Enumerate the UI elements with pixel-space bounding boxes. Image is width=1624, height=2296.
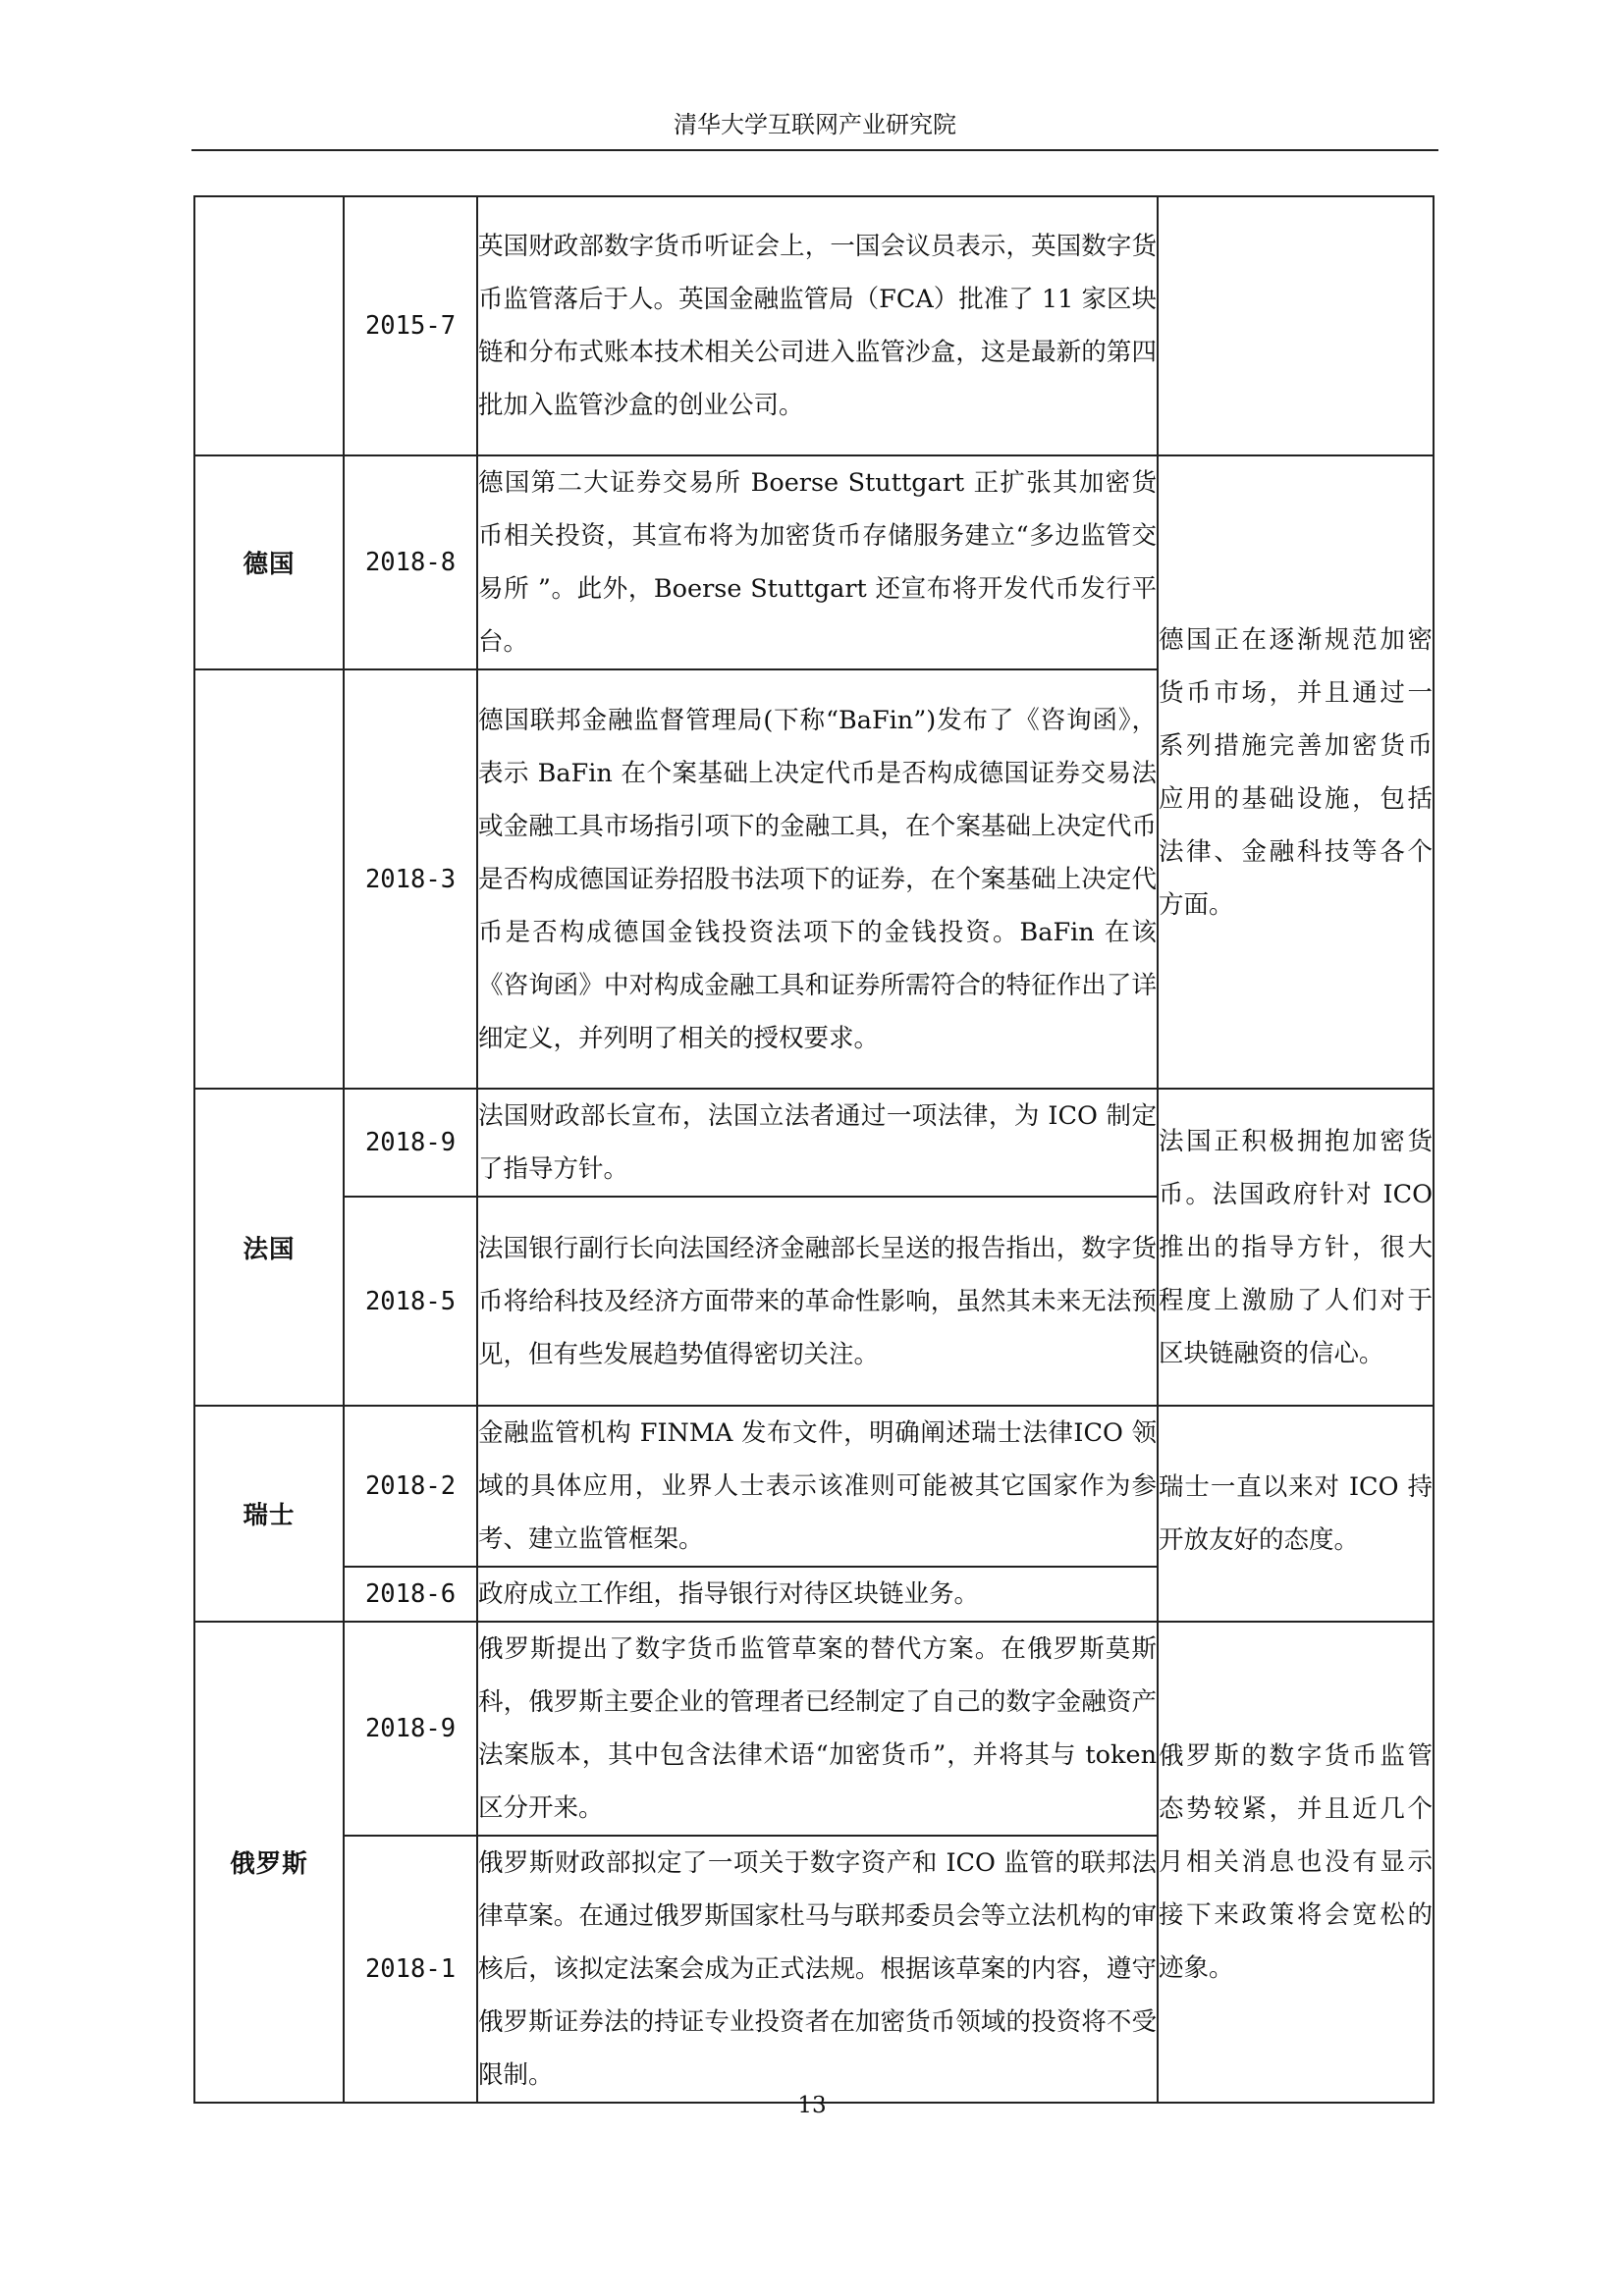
country-cell (194, 196, 344, 455)
date-cell: 2018-9 (344, 1089, 477, 1197)
event-cell: 俄罗斯提出了数字货币监管草案的替代方案。在俄罗斯莫斯科，俄罗斯主要企业的管理者已经制定了自己的数字金融资产法案版本，其中包含法律术语“加密货币”，并将其与 token 区分开来。 (477, 1622, 1158, 1836)
country-cell: 瑞士 (194, 1406, 344, 1622)
date-cell: 2015-7 (344, 196, 477, 455)
event-cell: 德国第二大证券交易所 Boerse Stuttgart 正扩张其加密货币相关投资，其宣布将为加密货币存储服务建立“多边监管交易所 ”。此外，Boerse Stuttgart 还宣布将开发代币发行平台。 (477, 455, 1158, 669)
date-cell: 2018-6 (344, 1567, 477, 1622)
header-divider (191, 149, 1438, 151)
event-cell: 俄罗斯财政部拟定了一项关于数字资产和 ICO 监管的联邦法律草案。在通过俄罗斯国家杜马与联邦委员会等立法机构的审核后，该拟定法案会成为正式法规。根据该草案的内容，遵守俄罗斯证券法的持证专业投资者在加密货币领域的投资将不受限制。 (477, 1836, 1158, 2103)
table-row (194, 1406, 1434, 1567)
date-cell: 2018-2 (344, 1406, 477, 1567)
summary-cell: 瑞士一直以来对 ICO 持开放友好的态度。 (1158, 1406, 1434, 1622)
summary-cell: 德国正在逐渐规范加密货币市场，并且通过一系列措施完善加密货币应用的基础设施，包括法律、金融科技等各个方面。 (1158, 455, 1434, 1089)
event-cell: 德国联邦金融监督管理局(下称“BaFin”)发布了《咨询函》，表示 BaFin 在个案基础上决定代币是否构成德国证券交易法或金融工具市场指引项下的金融工具，在个案基础上决定代币是否构成德国证券招股书法项下的证券，在个案基础上决定代币是否构成德国金钱投资法项下的金钱投资。BaFin 在该《咨询函》中对构成金融工具和证券所需符合的特征作出了详细定义，并列明了相关的授权要求。 (477, 669, 1158, 1089)
table-row (194, 455, 1434, 669)
table-row (194, 1622, 1434, 1836)
country-cell: 德国 (194, 455, 344, 669)
summary-cell: 俄罗斯的数字货币监管态势较紧，并且近几个月相关消息也没有显示接下来政策将会宽松的迹象。 (1158, 1622, 1434, 2103)
country-cell (194, 669, 344, 1089)
event-cell: 法国财政部长宣布，法国立法者通过一项法律，为 ICO 制定了指导方针。 (477, 1089, 1158, 1197)
date-cell: 2018-8 (344, 455, 477, 669)
date-cell: 2018-3 (344, 669, 477, 1089)
event-cell: 金融监管机构 FINMA 发布文件，明确阐述瑞士法律ICO 领域的具体应用，业界人士表示该准则可能被其它国家作为参考、建立监管框架。 (477, 1406, 1158, 1567)
table-row (194, 196, 1434, 455)
table-row (194, 1089, 1434, 1197)
event-cell: 英国财政部数字货币听证会上，一国会议员表示，英国数字货币监管落后于人。英国金融监管局（FCA）批准了 11 家区块链和分布式账本技术相关公司进入监管沙盒，这是最新的第四批加入监管沙盒的创业公司。 (477, 196, 1158, 455)
regulation-table (193, 195, 1435, 2104)
date-cell: 2018-5 (344, 1197, 477, 1406)
summary-cell: 法国正积极拥抱加密货币。法国政府针对 ICO 推出的指导方针，很大程度上激励了人们对于区块链融资的信心。 (1158, 1089, 1434, 1406)
page-number: 13 (797, 2093, 827, 2118)
country-cell: 法国 (194, 1089, 344, 1406)
date-cell: 2018-9 (344, 1622, 477, 1836)
summary-cell (1158, 196, 1434, 455)
date-cell: 2018-1 (344, 1836, 477, 2103)
country-cell: 俄罗斯 (194, 1622, 344, 2103)
page-header-title: 清华大学互联网产业研究院 (674, 111, 956, 138)
event-cell: 法国银行副行长向法国经济金融部长呈送的报告指出，数字货币将给科技及经济方面带来的革命性影响，虽然其未来无法预见，但有些发展趋势值得密切关注。 (477, 1197, 1158, 1406)
event-cell: 政府成立工作组，指导银行对待区块链业务。 (477, 1567, 1158, 1622)
